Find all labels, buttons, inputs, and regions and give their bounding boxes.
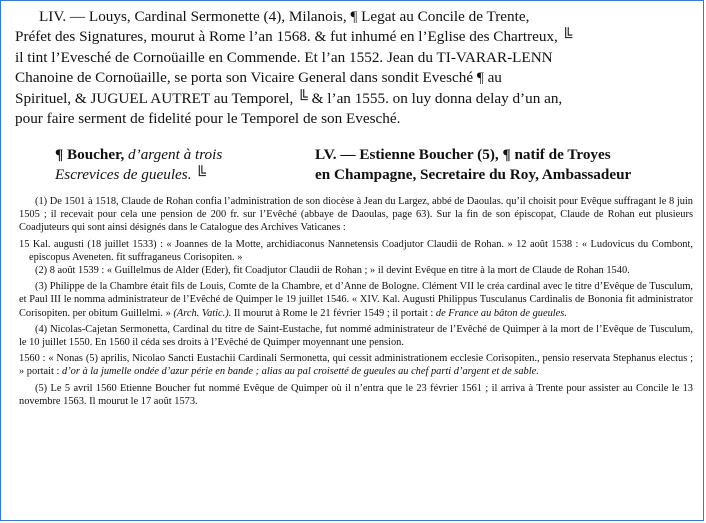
arms-family-name: ¶ Boucher,	[55, 146, 125, 163]
arms-blazon-part-2: Escrevices de gueules. ╚	[55, 166, 207, 184]
arms-description	[55, 145, 301, 186]
entry-liv-line-3: il tint l’Evesché de Cornoüaille en Commende. Et l’an 1552. Jean du TI-VARAR-LENN	[15, 48, 553, 66]
entry-liv-line-5: Spirituel, & JUGUEL AUTRET au Temporel, ╚ & l’an 1555. on luy donna delay d’un an,	[15, 89, 563, 107]
footnote-4-citation-arms: d’or à la jumelle ondée d’azur périe en bande ; alias au pal croisetté de gueules au chef parti d’argent et de sable.	[62, 366, 539, 378]
footnote-3-arms: de France au bâton de gueules.	[435, 307, 567, 319]
footnote-4-citation-text: 1560 : « Nonas (5) aprilis, Nicolao Sancti Eustachii Cardinali Sermonetta, qui cessit administrationem ecclesie Corisopiten., pensio reservata Stephanus electus ; » portait :	[19, 353, 693, 378]
entry-lv-block	[15, 145, 693, 189]
footnotes	[19, 195, 693, 411]
main-text	[15, 7, 693, 129]
entry-lv-text	[315, 145, 693, 186]
entry-liv-line-4: Chanoine de Cornoüaille, se porta son Vicaire General dans sondit Evesché ¶ au	[15, 69, 502, 87]
entry-lv-line-2: en Champagne, Secretaire du Roy, Ambassadeur	[315, 166, 632, 184]
entry-liv-line-2: Préfet des Signatures, mourut à Rome l’an 1568. & fut inhumé en l’Eglise des Chartreux, ╚	[15, 28, 573, 46]
footnote-5: (5) Le 5 avril 1560 Etienne Boucher fut nommé Evêque de Quimper où il n’entra que le 23 février 1561 ; il arriva à Trente pour assister au Concile le 13 novembre 1563. Il mourut le 17 août 1573.	[19, 382, 693, 407]
footnote-3-text: (3) Philippe de la Chambre était fils de Louis, Comte de la Chambre, et d’Anne de Bologne. Clément VII le créa cardinal avec le titre d’Evêque de Tusculum, et Paul III le nomma administrateur de l’Evêché de Quimper le 19 juillet 1546. « XIV. Kal. Augusti Philippus Tusculanus Cardinalis de Bononia fit administrator Corisopiten. per obitum Guillelmi. »	[19, 281, 693, 319]
entry-liv-line-1: LIV. — Louys, Cardinal Sermonette (4), Milanois, ¶ Legat au Concile de Trente,	[39, 8, 530, 25]
arms-blazon-part-1: d’argent à trois	[128, 146, 223, 163]
entry-lv-line-1: LV. — Estienne Boucher (5), ¶ natif de Troyes	[315, 146, 611, 163]
footnote-1-citation: 15 Kal. augusti (18 juillet 1533) : « Joannes de la Motte, archidiaconus Nannetensis Coadjutor Claudii de Rohan. » 12 août 1538 : « Ludovicus du Combont, episcopus Aveneten. fit suffraganeus Corisopiten. »	[19, 238, 693, 263]
footnote-1: (1) De 1501 à 1518, Claude de Rohan confia l’administration de son diocèse à Jean du Largez, abbé de Daoulas. qu’il choisit pour Evêque suffragant le 8 juin 1505 ; il recevait pour cela une pension de 200 fr. sur l’Evêché (abbaye de Daoulas, page 63). Sur la fin de son épiscopat, Claude de Rohan eut plusieurs Coadjuteurs qui sont ainsi désignés dans le Catalogue des Archives Vaticanes :	[19, 196, 693, 234]
footnote-3	[19, 280, 693, 320]
footnote-4: (4) Nicolas-Cajetan Sermonetta, Cardinal du titre de Saint-Eustache, fut nommé administrateur de l’Evêché de Quimper à la mort de l’Evêque de Tusculum, le 10 juillet 1550. En 1560 il céda ses droits à l’Evêché de Quimper moyennant une pension.	[19, 323, 693, 349]
entry-liv-line-6: pour faire serment de fidelité pour le Temporel de son Evesché.	[15, 110, 401, 128]
footnote-2: (2) 8 août 1539 : « Guillelmus de Alder (Eder), fit Coadjutor Claudii de Rohan ; » il devint Evêque en titre à la mort de Claude de Rohan 1540.	[35, 265, 630, 277]
footnote-3-source: (Arch. Vatic.).	[173, 307, 232, 319]
footnote-4-citation	[19, 352, 693, 378]
footnote-3-death: Il mourut à Rome le 21 février 1549 ; il portait :	[231, 307, 436, 319]
